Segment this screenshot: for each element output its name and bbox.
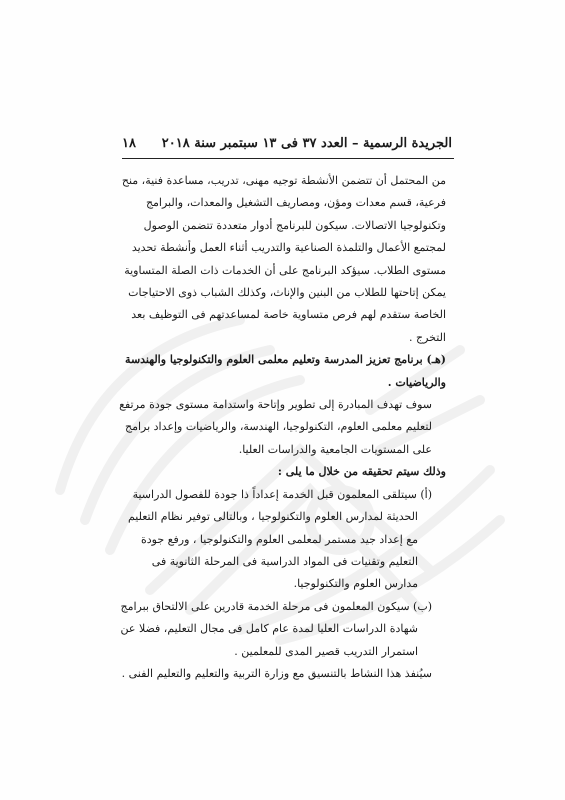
section-heading-h: (هـ) برنامج تعزيز المدرسة وتعليم معلمى العلوم والتكنولوجيا والهندسة والرياضيات . <box>125 353 446 389</box>
document-body <box>116 170 446 685</box>
page-number: ١٨ <box>122 135 136 151</box>
page-header <box>122 131 452 155</box>
paragraph-activities: من المحتمل أن تتضمن الأنشطة توجيه مهنى، تدريب، مساعدة فنية، منح فرعية، قسم معدات ومؤن، ومصاريف التشغيل والمعدات، والبرامج وتكنولوجيا الاتصالات. سيكون للبرنامج أدوار متعددة تتضمن الوصول لمجتمع الأعمال والتلمذة الصناعية والتدريب أثناء العمل وأنشطة تحديد مستوى الطلاب. سيؤكد البرنامج على أن الخدمات ذات الصلة المتساوية يمكن إتاحتها للطلاب من البنين والإناث، وكذلك الشباب ذوى الاحتياجات الخاصة ستقدم لهم فرص متساوية خاصة لمساعدتهم فى التوظيف بعد التخرج . <box>121 174 446 344</box>
paragraph-initiative: سوف تهدف المبادرة إلى تطوير وإتاحة واستدامة مستوى جودة مرتفع لتعليم معلمى العلوم، التكنولوجيا، الهندسة، والرياضيات وإعداد برامج على المستويات الجامعية والدراسات العليا. <box>119 398 432 456</box>
newspaper-title: الجريدة الرسمية – العدد ٣٧ فى ١٣ سبتمبر سنة ٢٠١٨ <box>161 135 452 151</box>
list-intro: وذلك سيتم تحقيقه من خلال ما يلى : <box>277 465 446 479</box>
list-item-a: (أ) سيتلقى المعلمون قبل الخدمة إعداداً ذا جودة للفصول الدراسية الحديثة لمدارس العلوم والتكنولوجيا ، وبالتالى توفير نظام التعليم مع إعداد جيد مستمر لمعلمى العلوم والتكنولوجيا ، ورفع جودة التعليم وتقنيات فى المواد الدراسية فى المرحلة الثانوية فى مدارس العلوم والتكنولوجيا. <box>127 487 432 591</box>
header-divider <box>122 158 454 159</box>
list-item-b: (ب) سيكون المعلمون فى مرحلة الخدمة قادرين على الالتحاق ببرامج شهادة الدراسات العليا لمدة عام كامل فى مجال التعليم، فضلا عن استمرار التدريب قصير المدى للمعلمين . <box>120 599 432 658</box>
closing-paragraph: سيُنفذ هذا النشاط بالتنسيق مع وزارة التربية والتعليم والتعليم الفنى . <box>121 666 432 680</box>
